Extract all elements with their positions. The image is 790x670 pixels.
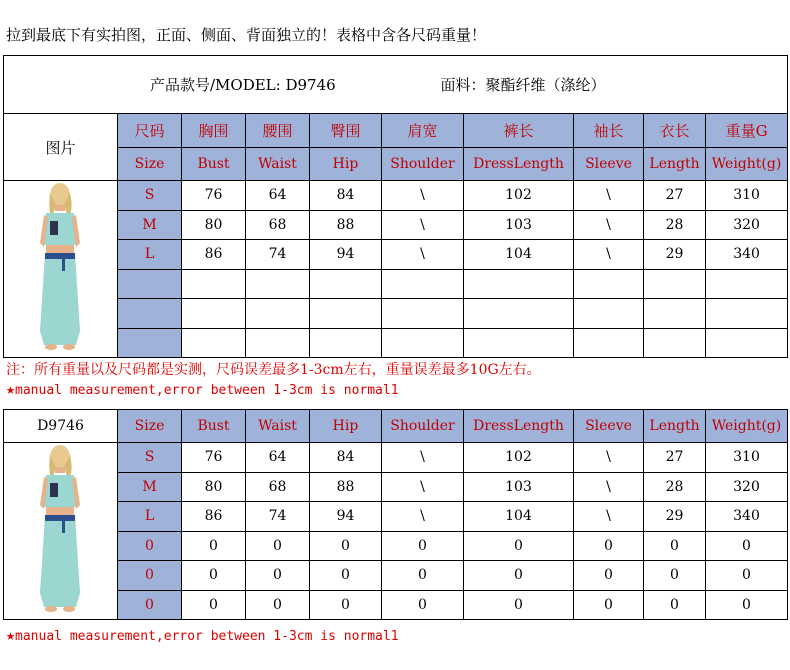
header-cn: 裤长: [464, 114, 574, 148]
table-cell: [382, 328, 464, 358]
table-cell: [644, 328, 706, 358]
table-cell: 340: [706, 240, 788, 270]
table-cell: \: [574, 240, 644, 270]
table-cell: [382, 269, 464, 299]
table-cell: 86: [182, 240, 246, 270]
table-cell: 0: [464, 531, 574, 561]
table-cell: 64: [246, 181, 310, 211]
table-row: [4, 240, 788, 270]
table-cell: 27: [644, 181, 706, 211]
table-cell: 0: [706, 531, 788, 561]
table-cell: 0: [310, 590, 382, 620]
table-cell: 76: [182, 443, 246, 473]
model-number: 产品款号/MODEL: D9746: [150, 76, 336, 94]
measurement-note-cn: 注：所有重量以及尺码都是实测，尺码误差最多1-3cm左右，重量误差最多10G左右。: [6, 362, 541, 378]
product-photo: [4, 181, 118, 358]
header-cn: 尺码: [118, 114, 182, 148]
header-en: Hip: [310, 410, 382, 443]
size-cell: [118, 328, 182, 358]
table-cell: [464, 328, 574, 358]
header-row-cn: [4, 114, 788, 148]
table-cell: 76: [182, 181, 246, 211]
size-chart-table-1: [3, 55, 788, 358]
table-row: [4, 561, 788, 591]
header-cn: 胸围: [182, 114, 246, 148]
header-en: Size: [118, 410, 182, 443]
header-en: Sleeve: [574, 148, 644, 181]
table-row: [4, 181, 788, 211]
table-row: [4, 299, 788, 329]
note-text: manual measurement,error between 1-3cm is normal1: [15, 383, 399, 398]
table-cell: \: [382, 210, 464, 240]
table-cell: [310, 328, 382, 358]
table-cell: 27: [644, 443, 706, 473]
table-cell: \: [382, 502, 464, 532]
table-cell: [382, 299, 464, 329]
header-en: Bust: [182, 410, 246, 443]
table-cell: [706, 299, 788, 329]
table-cell: 0: [706, 561, 788, 591]
table-cell: [310, 299, 382, 329]
table-cell: 340: [706, 502, 788, 532]
size-cell: [118, 299, 182, 329]
table-cell: [464, 299, 574, 329]
table-cell: \: [382, 443, 464, 473]
header-en: Waist: [246, 148, 310, 181]
size-chart-table-2: [3, 409, 788, 620]
table-cell: 310: [706, 181, 788, 211]
table-cell: [246, 269, 310, 299]
product-photo: [4, 443, 118, 620]
table-row: [4, 502, 788, 532]
table-cell: 0: [382, 531, 464, 561]
star-icon: ★: [6, 380, 16, 398]
table-row: [4, 472, 788, 502]
table-cell: 28: [644, 210, 706, 240]
table-cell: 74: [246, 502, 310, 532]
measurement-note-en: [6, 380, 399, 398]
size-cell: M: [118, 210, 182, 240]
product-info-row: [4, 56, 788, 114]
table-row: [4, 328, 788, 358]
table-cell: \: [382, 181, 464, 211]
header-en: Length: [644, 410, 706, 443]
table-cell: [310, 269, 382, 299]
table-cell: 320: [706, 472, 788, 502]
table-cell: 0: [382, 561, 464, 591]
table-cell: 0: [574, 590, 644, 620]
table-cell: \: [382, 240, 464, 270]
table-cell: 64: [246, 443, 310, 473]
picture-label: 图片: [4, 114, 118, 181]
table-cell: 94: [310, 240, 382, 270]
table-row: [4, 590, 788, 620]
table-cell: \: [574, 181, 644, 211]
table-cell: 86: [182, 502, 246, 532]
header-row-en: [4, 410, 788, 443]
table-row: [4, 531, 788, 561]
model-photo-image: [4, 443, 118, 615]
table-cell: 0: [464, 561, 574, 591]
size-cell: [118, 269, 182, 299]
table-cell: [574, 269, 644, 299]
table-row: [4, 443, 788, 473]
table-cell: 0: [644, 590, 706, 620]
header-en: Waist: [246, 410, 310, 443]
table-cell: 0: [182, 590, 246, 620]
size-cell: M: [118, 472, 182, 502]
table-cell: [246, 328, 310, 358]
table-cell: 102: [464, 443, 574, 473]
table-cell: 0: [246, 561, 310, 591]
header-en: Sleeve: [574, 410, 644, 443]
header-en: Bust: [182, 148, 246, 181]
table-cell: 88: [310, 210, 382, 240]
table-cell: 0: [246, 531, 310, 561]
header-cn: 袖长: [574, 114, 644, 148]
table-cell: 320: [706, 210, 788, 240]
size-cell: S: [118, 443, 182, 473]
table-cell: \: [574, 210, 644, 240]
table-cell: 0: [382, 590, 464, 620]
table-cell: 29: [644, 240, 706, 270]
table-cell: [706, 269, 788, 299]
table-cell: 94: [310, 502, 382, 532]
table-cell: 103: [464, 210, 574, 240]
header-en: Shoulder: [382, 410, 464, 443]
header-cn: 衣长: [644, 114, 706, 148]
table-cell: 310: [706, 443, 788, 473]
table-cell: [574, 328, 644, 358]
table-cell: 84: [310, 181, 382, 211]
model-label: D9746: [4, 410, 118, 443]
size-cell: L: [118, 502, 182, 532]
table-cell: 0: [246, 590, 310, 620]
table-cell: 0: [574, 561, 644, 591]
table-cell: [644, 269, 706, 299]
header-en: Weight(g): [706, 410, 788, 443]
fabric-info: 面料：聚酯纤维（涤纶）: [440, 76, 606, 94]
header-en: DressLength: [464, 410, 574, 443]
table-cell: [182, 328, 246, 358]
table-cell: 80: [182, 210, 246, 240]
header-en: Length: [644, 148, 706, 181]
header-en: DressLength: [464, 148, 574, 181]
table-cell: 0: [706, 590, 788, 620]
size-cell: 0: [118, 590, 182, 620]
header-cn: 腰围: [246, 114, 310, 148]
note-text: manual measurement,error between 1-3cm is normal1: [15, 629, 399, 644]
table-cell: 28: [644, 472, 706, 502]
header-cn: 重量G: [706, 114, 788, 148]
table-cell: [464, 269, 574, 299]
star-icon: ★: [6, 626, 16, 644]
table-cell: 104: [464, 502, 574, 532]
table-cell: 104: [464, 240, 574, 270]
table-cell: 0: [464, 590, 574, 620]
table-cell: 29: [644, 502, 706, 532]
measurement-note-en-bottom: [6, 626, 399, 644]
table-cell: 84: [310, 443, 382, 473]
table-cell: 0: [644, 531, 706, 561]
table-cell: \: [574, 472, 644, 502]
table-cell: [706, 328, 788, 358]
table-cell: \: [382, 472, 464, 502]
table-cell: 0: [574, 531, 644, 561]
table-cell: 102: [464, 181, 574, 211]
size-cell: L: [118, 240, 182, 270]
top-instruction-text: 拉到最底下有实拍图，正面、侧面、背面独立的！表格中含各尺码重量！: [6, 26, 487, 44]
header-cn: 肩宽: [382, 114, 464, 148]
table-cell: [182, 299, 246, 329]
table-cell: [644, 299, 706, 329]
table-cell: 103: [464, 472, 574, 502]
size-cell: S: [118, 181, 182, 211]
table-cell: [574, 299, 644, 329]
table-cell: 68: [246, 472, 310, 502]
size-cell: 0: [118, 531, 182, 561]
table-cell: 0: [310, 531, 382, 561]
table-row: [4, 269, 788, 299]
table-cell: 88: [310, 472, 382, 502]
header-en: Shoulder: [382, 148, 464, 181]
table-cell: 80: [182, 472, 246, 502]
table-cell: \: [574, 443, 644, 473]
model-photo-image: [4, 181, 118, 353]
table-cell: 0: [182, 531, 246, 561]
table-cell: 0: [644, 561, 706, 591]
header-en: Size: [118, 148, 182, 181]
header-row-en: [4, 148, 788, 181]
header-en: Weight(g): [706, 148, 788, 181]
table-cell: 74: [246, 240, 310, 270]
table-cell: [182, 269, 246, 299]
table-cell: \: [574, 502, 644, 532]
table-cell: [246, 299, 310, 329]
header-cn: 臀围: [310, 114, 382, 148]
table-cell: 0: [182, 561, 246, 591]
table-row: [4, 210, 788, 240]
table-cell: 68: [246, 210, 310, 240]
size-cell: 0: [118, 561, 182, 591]
header-en: Hip: [310, 148, 382, 181]
table-cell: 0: [310, 561, 382, 591]
